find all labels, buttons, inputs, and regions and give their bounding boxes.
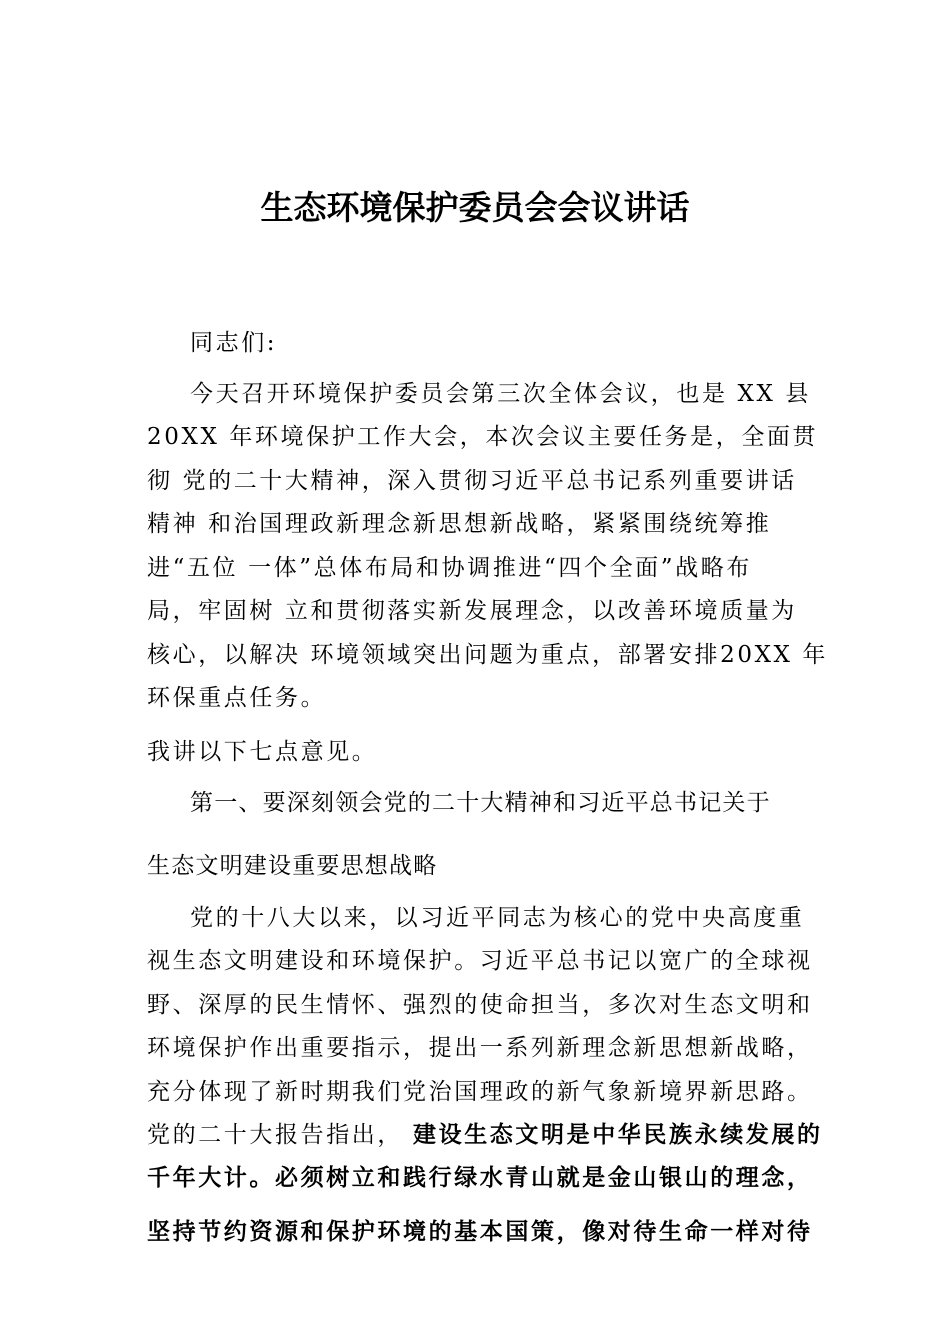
emphasis-line: 坚持节约资源和保护环境的基本国策，像对待生命一样对待 (147, 1218, 813, 1245)
paragraph-line: 彻 党的二十大精神，深入贯彻习近平总书记系列重要讲话 (147, 468, 797, 494)
document-title: 生态环境保护委员会会议讲话 (260, 188, 690, 227)
paragraph-line: 环境保护作出重要指示，提出一系列新理念新思想新战略， (147, 1035, 813, 1061)
paragraph-line: 核心，以解决 环境领域突出问题为重点，部署安排20XX 年 (147, 642, 829, 668)
emphasis-line: 千年大计。必须树立和践行绿水青山就是金山银山的理念， (147, 1164, 813, 1191)
paragraph-line: 今天召开环境保护委员会第三次全体会议，也是 XX 县 (190, 381, 811, 407)
section-heading: 第一、要深刻领会党的二十大精神和习近平总书记关于 (190, 790, 771, 816)
emphasis-text: 建设生态文明是中华民族永续发展的 (413, 1121, 823, 1148)
salutation: 同志们: (190, 330, 278, 356)
paragraph-line: 党的十八大以来，以习近平同志为核心的党中央高度重 (190, 905, 805, 931)
paragraph-line: 环保重点任务。 (147, 685, 327, 711)
paragraph-line: 精神 和治国理政新理念新思想新战略，紧紧围绕统筹推 (147, 511, 772, 537)
paragraph-line: 20XX 年环境保护工作大会，本次会议主要任务是，全面贯 (147, 424, 819, 450)
paragraph-line: 充分体现了新时期我们党治国理政的新气象新境界新思路。 (147, 1079, 813, 1105)
section-heading: 生态文明建设重要思想战略 (147, 853, 438, 879)
paragraph-line: 野、深厚的民生情怀、强烈的使命担当，多次对生态文明和 (147, 992, 813, 1018)
paragraph-line: 局，牢固树 立和贯彻落实新发展理念，以改善环境质量为 (147, 598, 797, 624)
paragraph-line (147, 1118, 823, 1152)
paragraph-line: 视生态文明建设和环境保护。习近平总书记以宽广的全球视 (147, 948, 813, 974)
paragraph-line: 我讲以下七点意见。 (147, 739, 378, 765)
paragraph-line: 进“五位 一体”总体布局和协调推进“四个全面”战略布 (147, 555, 752, 581)
paragraph-text: 党的二十大报告指出， (147, 1122, 403, 1148)
